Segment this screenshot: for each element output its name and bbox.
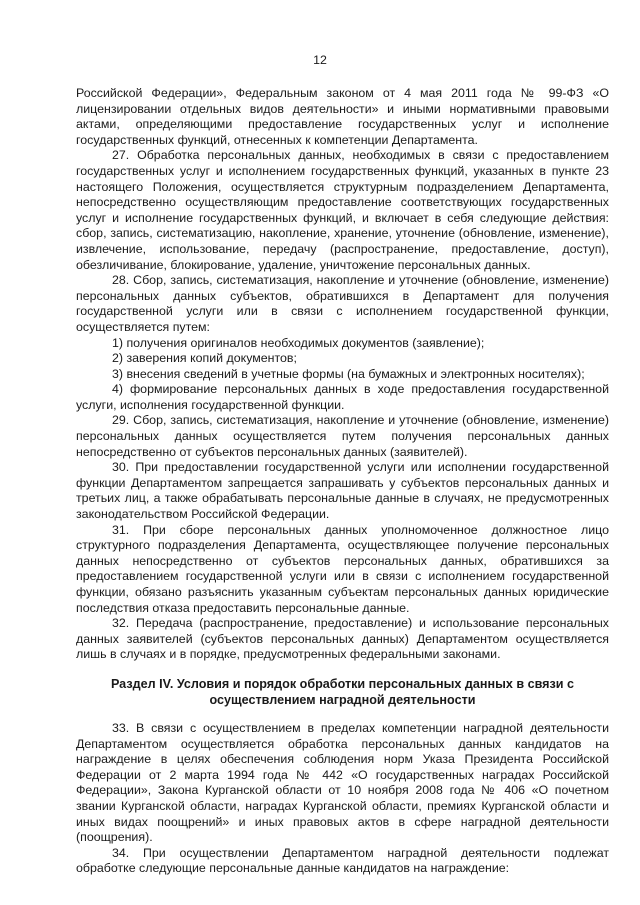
document-body: [76, 86, 609, 877]
paragraph-30: 30. При предоставлении государственной услуги или исполнении государственной функции Департаментом запрещается запрашивать у субъектов персональных данных и третьих лиц, а также обрабатывать персональные данные в случаях, не предусмотренных законодательством Российской Федерации.: [76, 460, 609, 522]
paragraph-continuation: Российской Федерации», Федеральным законом от 4 мая 2011 года № 99-ФЗ «О лицензировании отдельных видов деятельности» и иными нормативными правовыми актами, определяющими предоставление государственных услуг и исполнение государственных функций, отнесенных к компетенции Департамента.: [76, 86, 609, 147]
paragraph-34: 34. При осуществлении Департаментом наградной деятельности подлежат обработке следующие персональные данные кандидатов на награждение:: [76, 845, 609, 876]
list-item-2: 2) заверения копий документов;: [112, 351, 297, 366]
list-item-3: 3) внесения сведений в учетные формы (на бумажных и электронных носителях);: [112, 366, 585, 381]
paragraph-32: 32. Передача (распространение, предоставление) и использование персональных данных заявителей (субъектов персональных данных) Департаментом осуществляется лишь в случаях и в порядке, предусмотренных федеральными законами.: [76, 616, 609, 662]
page-number: 12: [313, 53, 327, 67]
paragraph-29: 29. Сбор, запись, систематизация, накопление и уточнение (обновление, изменение) персональных данных осуществляется путем получения персональных данных непосредственно от субъектов персональных данных (заявителей).: [76, 413, 609, 459]
paragraph-28: 28. Сбор, запись, систематизация, накопление и уточнение (обновление, изменение) персональных данных субъектов, обратившихся в Департамент для получения государственной услуги или в связи с исполнением государственной функции, осуществляется путем:: [76, 273, 609, 334]
list-item-1: 1) получения оригиналов необходимых документов (заявление);: [112, 335, 485, 350]
section-heading: Раздел IV. Условия и порядок обработки персональных данных в связи с осуществлением наградной деятельности: [110, 676, 575, 707]
paragraph-33: 33. В связи с осуществлением в пределах компетенции наградной деятельности Департаментом осуществляется обработка персональных данных кандидатов на награждение в целях обеспечения соблюдения норм Указа Президента Российской Федерации от 2 марта 1994 года № 442 «О государственных наградах Российской Федерации», Закона Курганской области от 10 ноября 2008 года № 406 «О почетном звании Курганской области, наградах Курганской области, премиях Курганской области и иных видах поощрений» и иных правовых актов в сфере наградной деятельности (поощрения).: [76, 720, 609, 845]
list-item-4: 4) формирование персональных данных в ходе предоставления государственной услуги, исполнения государственной функции.: [76, 382, 609, 412]
paragraph-31: 31. При сборе персональных данных уполномоченное должностное лицо структурного подразделения Департамента, осуществляющее получение персональных данных непосредственно от субъектов персональных данных, обратившихся за предоставлением государственной услуги или в связи с исполнением государственной функции, обязано разъяснить указанным субъектам персональных данных юридические последствия отказа предоставить персональные данные.: [76, 522, 609, 615]
paragraph-27: 27. Обработка персональных данных, необходимых в связи с предоставлением государственных услуг и исполнением государственных функций, указанных в пункте 23 настоящего Положения, осуществляется структурным подразделением Департамента, непосредственно осуществляющим предоставление соответствующих государственных услуг и исполнение государственных функций, и включает в себя следующие действия: сбор, запись, систематизацию, накопление, хранение, уточнение (обновление, изменение), извлечение, использование, передачу (распространение, предоставление, доступ), обезличивание, блокирование, удаление, уничтожение персональных данных.: [76, 148, 609, 272]
